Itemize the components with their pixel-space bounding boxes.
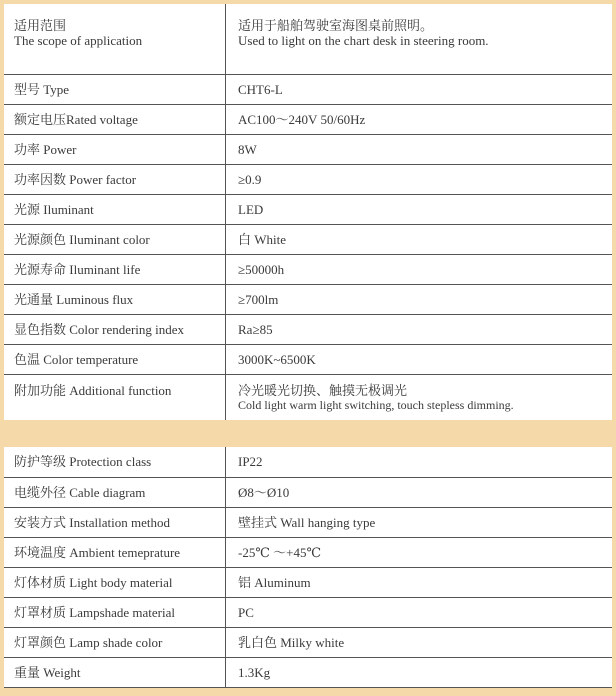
spec-label: [4, 4, 226, 74]
table-row: [4, 254, 612, 284]
spec-value: ≥50000h: [226, 254, 613, 284]
spec-label: 灯罩颜色 Lamp shade color: [4, 627, 226, 657]
spec-value: 壁挂式 Wall hanging type: [226, 507, 613, 537]
spec-value-en: Cold light warm light switching, touch stepless dimming.: [238, 397, 514, 412]
spec-label: 功率 Power: [4, 134, 226, 164]
table-row: [4, 194, 612, 224]
table-row: [4, 314, 612, 344]
table-row: [4, 164, 612, 194]
spec-label: 显色指数 Color rendering index: [4, 314, 226, 344]
spec-label: 环境温度 Ambient temeprature: [4, 537, 226, 567]
table-row: [4, 567, 612, 597]
table-row: [4, 134, 612, 164]
table-row: [4, 597, 612, 627]
spec-value: 乳白色 Milky white: [226, 627, 613, 657]
table-row: [4, 507, 612, 537]
table-row: [4, 537, 612, 567]
spec-label-en: The scope of application: [14, 33, 143, 48]
spec-label: 灯体材质 Light body material: [4, 567, 226, 597]
spec-value: [226, 374, 613, 420]
spec-table-top: [4, 4, 612, 420]
spec-value: AC100～240V 50/60Hz: [226, 104, 613, 134]
spec-value: [226, 4, 613, 74]
spec-value: Ra≥85: [226, 314, 613, 344]
spec-label: 灯罩材质 Lampshade material: [4, 597, 226, 627]
table-row: [4, 477, 612, 507]
spec-label: 附加功能 Additional function: [4, 374, 226, 420]
spec-label: 光通量 Luminous flux: [4, 284, 226, 314]
table-row: [4, 657, 612, 687]
table-row: [4, 627, 612, 657]
table-row: [4, 344, 612, 374]
spec-label: 型号 Type: [4, 74, 226, 104]
spec-value-en: Used to light on the chart desk in steering room.: [238, 33, 489, 48]
spec-value: 白 White: [226, 224, 613, 254]
spec-value: ≥0.9: [226, 164, 613, 194]
section-gap: [0, 426, 616, 447]
table-row: [4, 447, 612, 477]
spec-label: 光源寿命 Iluminant life: [4, 254, 226, 284]
spec-label: 光源颜色 Iluminant color: [4, 224, 226, 254]
spec-value: 8W: [226, 134, 613, 164]
spec-value: Ø8～Ø10: [226, 477, 613, 507]
spec-value: -25℃ ～+45℃: [226, 537, 613, 567]
spec-value: CHT6-L: [226, 74, 613, 104]
spec-label: 安装方式 Installation method: [4, 507, 226, 537]
spec-label: 光源 Iluminant: [4, 194, 226, 224]
spec-value: IP22: [226, 447, 613, 477]
table-row: [4, 224, 612, 254]
spec-label: 功率因数 Power factor: [4, 164, 226, 194]
spec-value: 1.3Kg: [226, 657, 613, 687]
spec-label: 额定电压Rated voltage: [4, 104, 226, 134]
spec-value: PC: [226, 597, 613, 627]
table-row: [4, 374, 612, 420]
table-row: [4, 104, 612, 134]
table-row: [4, 284, 612, 314]
spec-label-cn: 适用范围: [14, 18, 67, 33]
table-row: [4, 4, 612, 74]
spec-label: 防护等级 Protection class: [4, 447, 226, 477]
spec-value: 3000K~6500K: [226, 344, 613, 374]
spec-value: ≥700lm: [226, 284, 613, 314]
spec-value-cn: 适用于船舶驾驶室海图桌前照明。: [238, 18, 434, 33]
spec-value: LED: [226, 194, 613, 224]
spec-label: 色温 Color temperature: [4, 344, 226, 374]
table-row: [4, 74, 612, 104]
spec-table-bottom: [4, 447, 612, 688]
spec-label: 重量 Weight: [4, 657, 226, 687]
spec-value: 铝 Aluminum: [226, 567, 613, 597]
spec-label: 电缆外径 Cable diagram: [4, 477, 226, 507]
spec-value-cn: 冷光暖光切换、触摸无极调光: [238, 382, 408, 398]
